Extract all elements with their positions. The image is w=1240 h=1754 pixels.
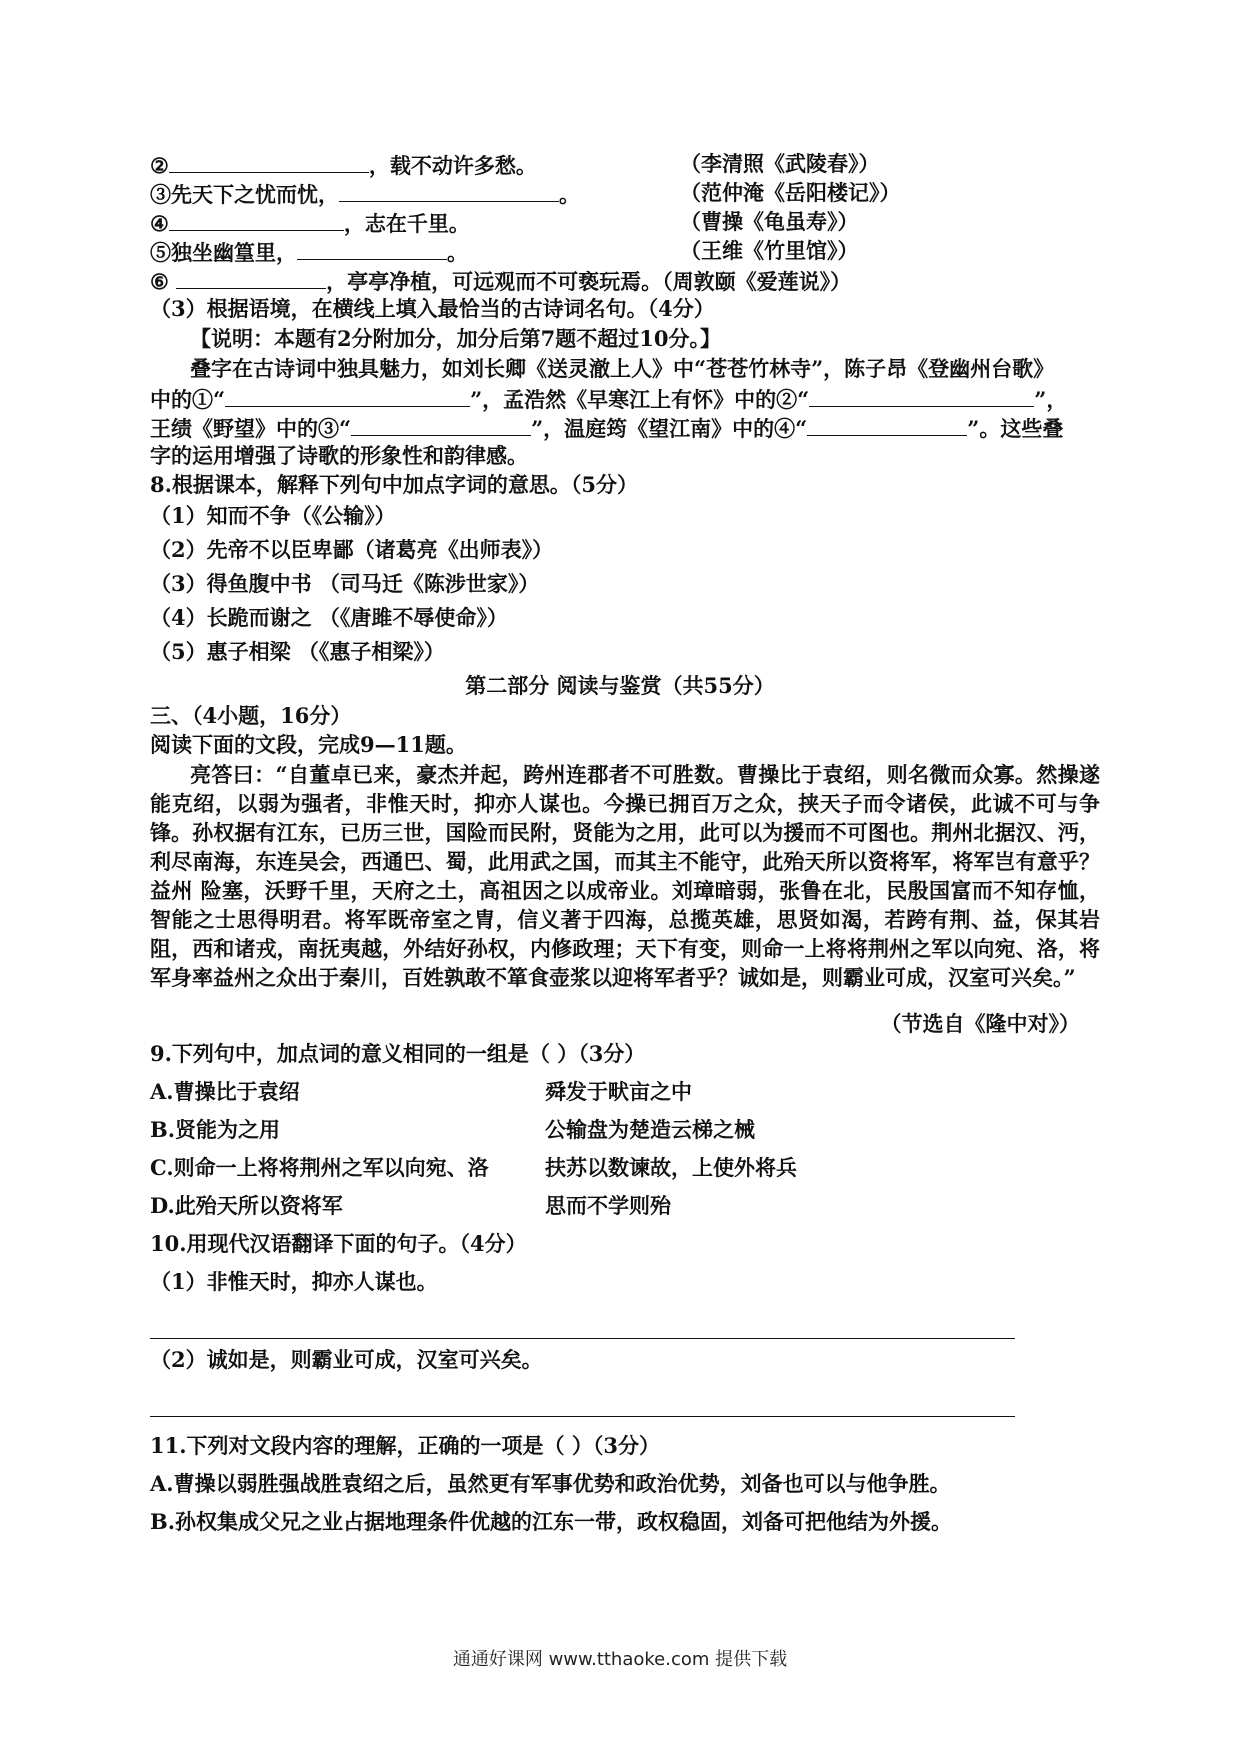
recite-num: ② xyxy=(150,153,169,178)
q7-3-text: ”， xyxy=(1034,387,1068,412)
recite-line-4 xyxy=(150,208,470,238)
q7-3-text: ”，孟浩然《早寒江上有怀》中的②“ xyxy=(470,387,810,412)
q11-title: 11.下列对文段内容的理解，正确的一项是（ ）（3分） xyxy=(150,1433,660,1458)
q11-option-a[interactable]: A.曹操以弱胜强战胜袁绍之后，虽然更有军事优势和政治优势，刘备也可以与他争胜。 xyxy=(150,1471,951,1496)
answer-blank-4[interactable] xyxy=(807,413,967,436)
recite-line-5 xyxy=(150,237,468,267)
q10-answer-line-2[interactable] xyxy=(150,1416,1015,1417)
reading-intro: 阅读下面的文段，完成9—11题。 xyxy=(150,732,467,757)
recite-num: ③先天下之忧而忧， xyxy=(150,182,339,207)
q7-3-para-2 xyxy=(150,384,1067,414)
recite-line-6 xyxy=(150,266,851,296)
q7-3-para-4: 字的运用增强了诗歌的形象性和韵律感。 xyxy=(150,443,528,468)
q8-item-4: （4）长跪而谢之 （《唐雎不辱使命》） xyxy=(150,605,508,630)
recite-source: （曹操《龟虽寿》） xyxy=(680,209,859,234)
q11-option-b[interactable]: B.孙权集成父兄之业占据地理条件优越的江东一带，政权稳固，刘备可把他结为外援。 xyxy=(150,1509,953,1534)
q8-title: 8.根据课本，解释下列句中加点字词的意思。（5分） xyxy=(150,472,639,497)
q9-option-c-left[interactable]: C.则命一上将将荆州之军以向宛、洛 xyxy=(150,1155,489,1180)
q7-3-text: ”。这些叠 xyxy=(967,416,1064,441)
recite-text: 。 xyxy=(447,240,468,265)
recite-source: （王维《竹里馆》） xyxy=(680,238,859,263)
q7-3-para-3 xyxy=(150,413,1063,443)
recite-source: （周敦颐《爱莲说》） xyxy=(662,269,852,294)
answer-blank[interactable] xyxy=(339,179,559,202)
q10-answer-line-1[interactable] xyxy=(150,1338,1015,1339)
q7-3-text: ”，温庭筠《望江南》中的④“ xyxy=(531,416,808,441)
q9-option-d-left[interactable]: D.此殆天所以资将军 xyxy=(150,1193,343,1218)
q9-option-b-left[interactable]: B.贤能为之用 xyxy=(150,1117,281,1142)
q9-title: 9.下列句中，加点词的意义相同的一组是（ ）（3分） xyxy=(150,1041,646,1066)
recite-line-2 xyxy=(150,150,537,180)
answer-blank-2[interactable] xyxy=(809,384,1034,407)
q7-3-note: 【说明：本题有2分附加分，加分后第7题不超过10分。】 xyxy=(190,326,721,351)
q9-option-a-left[interactable]: A.曹操比于袁绍 xyxy=(150,1079,300,1104)
q9-option-a-right: 舜发于畎亩之中 xyxy=(545,1079,692,1104)
recite-num: ④ xyxy=(150,211,169,236)
recite-line-3 xyxy=(150,179,580,209)
part2-title: 第二部分 阅读与鉴赏（共55分） xyxy=(465,673,775,698)
q10-sentence-1: （1）非惟天时，抑亦人谋也。 xyxy=(150,1269,438,1294)
recite-text: ，载不动许多愁。 xyxy=(368,153,537,178)
recite-text: 。 xyxy=(559,182,580,207)
section-3-heading: 三、（4小题，16分） xyxy=(150,703,352,728)
q7-3-title: （3）根据语境，在横线上填入最恰当的古诗词名句。（4分） xyxy=(150,296,715,321)
q8-item-3: （3）得鱼腹中书 （司马迁《陈涉世家》） xyxy=(150,571,540,596)
recite-source: （李清照《武陵春》） xyxy=(680,151,880,176)
q10-title: 10.用现代汉语翻译下面的句子。（4分） xyxy=(150,1231,527,1256)
recite-text: ，亭亭净植，可远观而不可亵玩焉。 xyxy=(326,269,663,294)
passage-text: 亮答曰：“自董卓已来，豪杰并起，跨州连郡者不可胜数。曹操比于袁绍，则名微而众寡。然操遂能克绍，以弱为强者，非惟天时，抑亦人谋也。今操已拥百万之众，挟天子而令诸侯，此诚不可与争锋。孙权据有江东，已历三世，国险而民附，贤能为之用，此可以为援而不可图也。荆州北据汉、沔，利尽南海，东连吴会，西通巴、蜀，此用武之国，而其主不能守，此殆天所以资将军，将军岂有意乎？益州 险塞，沃野千里，天府之土，高祖因之以成帝业。刘璋暗弱，张鲁在北，民殷国富而不知存恤，智能之士思得明君。将军既帝室之胄，信义著于四海，总揽英雄，思贤如渴，若跨有荆、益，保其岩阻，西和诸戎，南抚夷越，外结好孙权，内修政理；天下有变，则命一上将将荆州之军以向宛、洛，将军身率益州之众出于秦川，百姓孰敢不箪食壶浆以迎将军者乎？诚如是，则霸业可成，汉室可兴矣。” xyxy=(150,762,1100,990)
page-footer: 通通好课网 www.tthaoke.com 提供下载 xyxy=(452,1649,788,1670)
answer-blank[interactable] xyxy=(169,150,369,173)
q8-item-5: （5）惠子相梁 （《惠子相梁》） xyxy=(150,639,445,664)
recite-text: ，志在千里。 xyxy=(343,211,470,236)
q7-3-para-1: 叠字在古诗词中独具魅力，如刘长卿《送灵澈上人》中“苍苍竹林寺”，陈子昂《登幽州台歌》 xyxy=(190,356,1055,381)
recite-num: ⑤独坐幽篁里， xyxy=(150,240,297,265)
q9-option-d-right: 思而不学则殆 xyxy=(545,1193,671,1218)
q7-3-text: 中的①“ xyxy=(150,387,226,412)
answer-blank[interactable] xyxy=(297,237,447,260)
answer-blank-3[interactable] xyxy=(351,413,531,436)
passage-source: （节选自《隆中对》） xyxy=(880,1011,1080,1036)
answer-blank-1[interactable] xyxy=(225,384,470,407)
answer-blank[interactable] xyxy=(169,208,344,231)
q9-option-b-right: 公输盘为楚造云梯之械 xyxy=(545,1117,755,1142)
q7-3-text: 王绩《野望》中的③“ xyxy=(150,416,352,441)
q9-option-c-right: 扶苏以数谏故，上使外将兵 xyxy=(545,1155,797,1180)
recite-num: ⑥ xyxy=(150,269,169,294)
q8-item-1: （1）知而不争（《公输》） xyxy=(150,503,396,528)
answer-blank[interactable] xyxy=(176,266,326,289)
q10-sentence-2: （2）诚如是，则霸业可成，汉室可兴矣。 xyxy=(150,1347,543,1372)
recite-source: （范仲淹《岳阳楼记》） xyxy=(680,180,901,205)
q8-item-2: （2）先帝不以臣卑鄙（诸葛亮《出师表》） xyxy=(150,537,554,562)
